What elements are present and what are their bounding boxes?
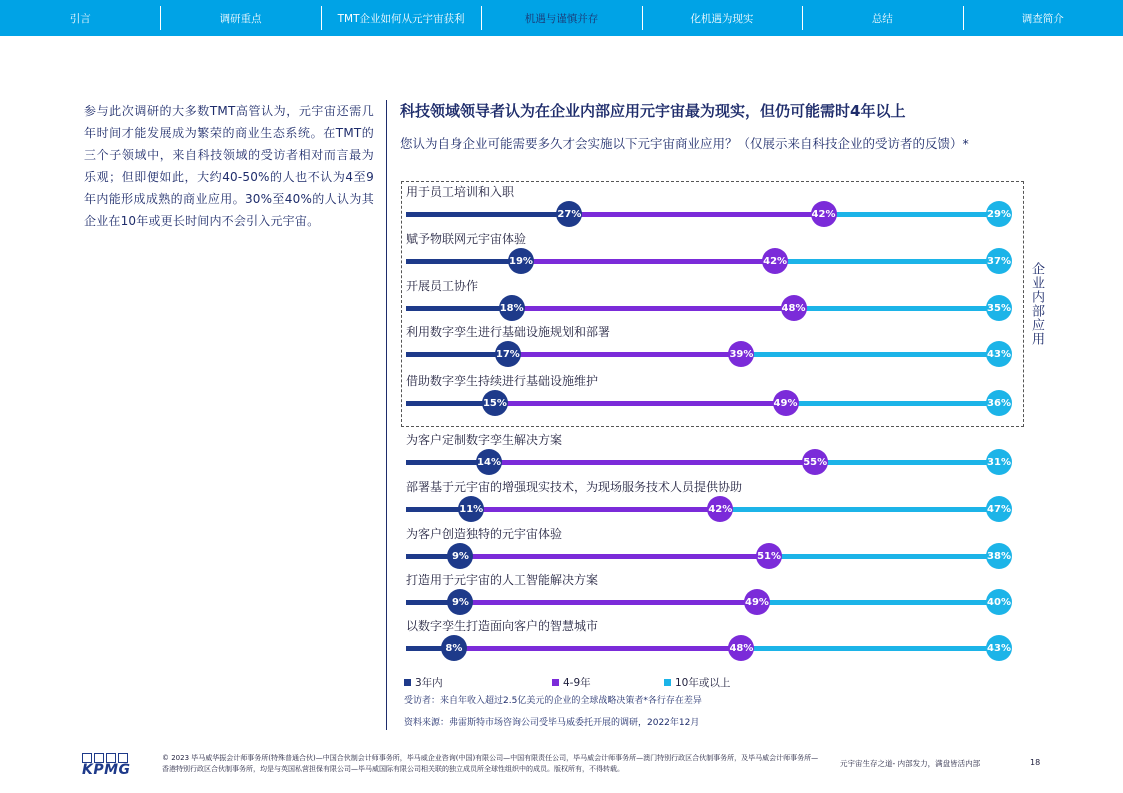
chart-subtitle: 您认为自身企业可能需要多久才会实施以下元宇宙商业应用？（仅展示来自科技企业的受访者的反馈）*	[400, 136, 969, 151]
row-label: 赋予物联网元宇宙体验	[406, 232, 527, 246]
bar-segment-2	[460, 600, 757, 605]
value-marker: 11%	[458, 496, 484, 522]
bar-segment-3	[741, 646, 999, 651]
value-marker: 38%	[986, 543, 1012, 569]
row-label: 借助数字孪生持续进行基础设施维护	[406, 374, 599, 388]
value-marker: 47%	[986, 496, 1012, 522]
row-label: 以数字孪生打造面向客户的智慧城市	[406, 619, 599, 633]
value-marker: 55%	[802, 449, 828, 475]
row-label: 开展员工协作	[406, 279, 479, 293]
value-marker: 42%	[707, 496, 733, 522]
nav-item-6[interactable]: 调查简介	[963, 0, 1123, 36]
bar-segment-3	[794, 306, 999, 311]
divider-line	[386, 100, 387, 730]
source-note: 资料来源：弗雷斯特市场咨询公司受毕马威委托开展的调研，2022年12月	[404, 718, 700, 728]
value-marker: 27%	[556, 201, 582, 227]
group-label: 企业内部应用	[1029, 262, 1044, 346]
row-label: 部署基于元宇宙的增强现实技术，为现场服务技术人员提供协助	[406, 480, 743, 494]
value-marker: 48%	[781, 295, 807, 321]
bar-segment-3	[815, 460, 999, 465]
value-marker: 36%	[986, 390, 1012, 416]
value-marker: 18%	[499, 295, 525, 321]
value-marker: 51%	[756, 543, 782, 569]
value-marker: 48%	[728, 635, 754, 661]
value-marker: 42%	[762, 248, 788, 274]
bar-segment-1	[406, 259, 521, 264]
value-marker: 9%	[447, 589, 473, 615]
legend-label: 3年内	[415, 677, 443, 689]
intro-paragraph: 参与此次调研的大多数TMT高管认为，元宇宙还需几年时间才能发展成为繁荣的商业生态系统。在TMT的三个子领域中，来自科技领域的受访者相对而言最为乐观；但即便如此，大约40-50%的人也不认为4至9年内能形成成熟的商业应用。30%至40%的人认为其企业在10年或更长时间内不会引入元宇宙。	[84, 104, 374, 228]
value-marker: 40%	[986, 589, 1012, 615]
bar-segment-2	[521, 259, 775, 264]
bar-segment-2	[569, 212, 823, 217]
footer-copyright: © 2023 毕马威华振会计师事务所(特殊普通合伙)—中国合伙制会计师事务所，毕马威企业咨询(中国)有限公司—中国有限责任公司，毕马威会计师事务所—澳门特别行政区合伙制事务所，及毕马威会计师事务所—香港特别行政区合伙制事务所，均是与英国私营担保有限公司—毕马威国际有限公司相关联的独立成员所全球性组织中的成员。版权所有，不得转载。	[162, 754, 819, 773]
value-marker: 42%	[811, 201, 837, 227]
value-marker: 43%	[986, 341, 1012, 367]
bar-segment-3	[741, 352, 999, 357]
nav-item-2[interactable]: TMT企业如何从元宇宙获利	[321, 0, 481, 36]
row-label: 打造用于元宇宙的人工智能解决方案	[406, 573, 599, 587]
legend	[404, 675, 730, 690]
bar-segment-3	[720, 507, 999, 512]
nav-item-0[interactable]: 引言	[69, 12, 91, 25]
bar-segment-3	[757, 600, 999, 605]
value-marker: 43%	[986, 635, 1012, 661]
legend-swatch	[552, 679, 559, 686]
row-label: 利用数字孪生进行基础设施规划和部署	[406, 325, 611, 339]
legend-swatch	[404, 679, 411, 686]
bar-segment-2	[454, 646, 742, 651]
bar-segment-2	[495, 401, 786, 406]
nav-item-5[interactable]: 总结	[802, 0, 962, 36]
row-label: 为客户定制数字孪生解决方案	[406, 433, 563, 447]
value-marker: 29%	[986, 201, 1012, 227]
value-marker: 35%	[986, 295, 1012, 321]
footer-doc-title: 元宇宙生存之道- 内部发力，满盘皆活内部	[840, 759, 981, 768]
value-marker: 8%	[441, 635, 467, 661]
value-marker: 9%	[447, 543, 473, 569]
legend-item-mid	[552, 675, 664, 690]
logo-text: KPMG	[82, 762, 131, 778]
bar-segment-2	[489, 460, 815, 465]
value-marker: 39%	[728, 341, 754, 367]
legend-item-short	[404, 675, 552, 690]
page-number: 18	[1030, 758, 1041, 767]
bar-segment-3	[775, 259, 999, 264]
value-marker: 15%	[482, 390, 508, 416]
bar-segment-1	[406, 212, 569, 217]
bar-segment-2	[460, 554, 769, 559]
legend-swatch	[664, 679, 671, 686]
nav-item-1[interactable]: 调研重点	[160, 0, 320, 36]
nav-item-3[interactable]: 机遇与谨慎并存	[481, 0, 641, 36]
value-marker: 49%	[773, 390, 799, 416]
row-label: 为客户创造独特的元宇宙体验	[406, 527, 563, 541]
value-marker: 14%	[476, 449, 502, 475]
bar-segment-2	[512, 306, 794, 311]
bar-segment-2	[508, 352, 742, 357]
value-marker: 17%	[495, 341, 521, 367]
kpmg-logo	[82, 753, 130, 778]
bar-segment-2	[471, 507, 720, 512]
bar-segment-1	[406, 352, 508, 357]
respondents-note: 受访者：来自年收入超过2.5亿美元的企业的全球战略决策者*各行存在差异	[404, 696, 702, 706]
value-marker: 49%	[744, 589, 770, 615]
bar-segment-3	[769, 554, 999, 559]
chart-title: 科技领域领导者认为在企业内部应用元宇宙最为现实，但仍可能需时4年以上	[400, 102, 906, 120]
value-marker: 19%	[508, 248, 534, 274]
nav-item-4[interactable]: 化机遇为现实	[642, 0, 802, 36]
bar-segment-3	[824, 212, 999, 217]
value-marker: 37%	[986, 248, 1012, 274]
legend-label: 10年或以上	[675, 677, 731, 689]
legend-item-long	[664, 675, 730, 690]
bar-segment-3	[786, 401, 999, 406]
value-marker: 31%	[986, 449, 1012, 475]
row-label: 用于员工培训和入职	[406, 185, 515, 199]
legend-label: 4-9年	[563, 677, 591, 689]
top-nav	[0, 0, 1123, 36]
bar-segment-1	[406, 306, 512, 311]
